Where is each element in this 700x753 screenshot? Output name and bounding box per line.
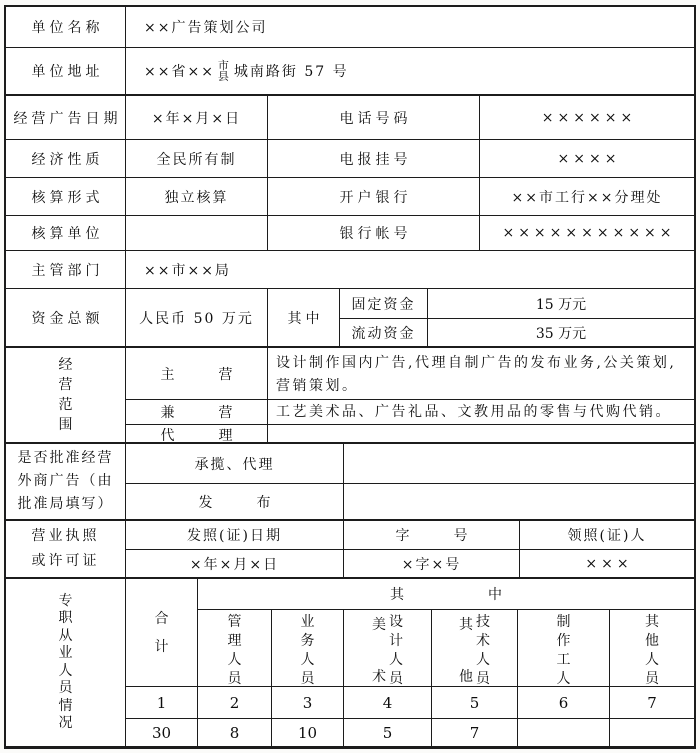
telegraph-label: 电报挂号 — [268, 140, 480, 177]
staff-index-7: 7 — [647, 693, 657, 712]
accounting-unit-label: 核算单位 — [6, 216, 126, 250]
bank-account-value: ××××××××××× — [502, 225, 676, 241]
scope-main-value: 设计制作国内广告,代理自制广告的发布业务,公关策划,营销策划。 — [276, 355, 677, 394]
scope-main-label: 主 营 — [126, 348, 268, 399]
capital-breakdown — [340, 289, 694, 346]
foreign-ad-publish-row — [126, 484, 694, 519]
fixed-capital-row — [340, 289, 694, 319]
ad-date-value: ×年×月×日 — [126, 96, 268, 139]
staff-column-headers — [198, 610, 694, 686]
row-accounting-unit-account — [6, 216, 694, 251]
staff-col-art-design: 美 术 设 计 人 员 — [344, 610, 432, 686]
foreign-ad-publish-label: 发 布 — [126, 484, 344, 519]
staff-value-total: 30 — [126, 719, 198, 746]
working-capital-label: 流动资金 — [340, 319, 428, 346]
staff-total-header: 合 计 — [126, 579, 198, 686]
working-capital-value: 35 万元 — [535, 325, 587, 342]
working-capital-row — [340, 319, 694, 346]
address-county: 县 — [217, 70, 231, 83]
license-header-row — [126, 521, 694, 550]
staff-col-other: 其 他 人 员 — [645, 614, 659, 686]
accounting-form-value: 独立核算 — [126, 178, 268, 215]
phone-label: 电话号码 — [268, 96, 480, 139]
row-foreign-ad — [6, 444, 694, 521]
foreign-ad-undertake-row — [126, 444, 694, 484]
staff-col-management: 管 理 人 员 — [198, 610, 272, 686]
fixed-capital-value: 15 万元 — [535, 296, 587, 313]
license-value-row — [126, 550, 694, 577]
foreign-ad-label: 是否批准经营 外商广告（由 批准局填写） — [6, 444, 126, 519]
scope-side-label: 兼 营 — [126, 400, 268, 424]
telegraph-value: ×××× — [557, 150, 621, 167]
staff-value-other — [610, 719, 694, 746]
bank-value: ××市工行××分理处 — [511, 189, 663, 206]
row-supervisor — [6, 251, 694, 289]
row-capital — [6, 289, 694, 348]
capital-label: 资金总额 — [6, 289, 126, 346]
address-city: 市 — [217, 59, 231, 72]
foreign-ad-undertake-label: 承揽、代理 — [126, 444, 344, 483]
license-body — [126, 521, 694, 577]
scope-label: 经 营 范 围 — [6, 348, 126, 442]
capital-value: 人民币 50 万元 — [126, 289, 268, 346]
staff-col-production: 制 作 工 人 — [518, 610, 610, 686]
row-unit-address — [6, 48, 694, 96]
scope-agency-row — [126, 425, 694, 442]
license-serial-label: 字 号 — [344, 521, 520, 549]
staff-value-management: 8 — [198, 719, 272, 746]
staff-col-other-tech: 其 他 技 术 人 员 — [432, 610, 518, 686]
foreign-ad-publish-value — [344, 484, 694, 519]
bank-label: 开户银行 — [268, 178, 480, 215]
scope-side-row — [126, 400, 694, 425]
row-license — [6, 521, 694, 579]
address-prefix: ××省×× — [144, 64, 215, 80]
accounting-unit-value — [126, 216, 268, 250]
staff-value-production — [518, 719, 610, 746]
economic-value: 全民所有制 — [126, 140, 268, 177]
unit-address-value — [126, 48, 694, 94]
staff-value-other-tech: 7 — [432, 719, 518, 746]
scope-agency-label: 代 理 — [126, 425, 268, 442]
staff-index-1: 1 — [126, 687, 198, 718]
scope-main-row — [126, 348, 694, 400]
staff-label: 专 职 从 业 人 员 情 况 — [6, 579, 126, 746]
scope-body — [126, 348, 694, 442]
staff-value-row — [126, 719, 694, 746]
row-economic-telegraph — [6, 140, 694, 178]
license-date-value: ×年×月×日 — [126, 550, 344, 577]
row-accounting-bank — [6, 178, 694, 216]
bank-account-label: 银行帐号 — [268, 216, 480, 250]
staff-body — [126, 579, 694, 746]
license-serial-value: ×字×号 — [344, 550, 520, 577]
accounting-form-label: 核算形式 — [6, 178, 126, 215]
registration-form-table — [4, 5, 696, 749]
license-date-label: 发照(证)日期 — [126, 521, 344, 549]
economic-label: 经济性质 — [6, 140, 126, 177]
staff-col-business: 业 务 人 员 — [272, 610, 344, 686]
staff-among-block — [198, 579, 694, 686]
ad-date-label: 经营广告日期 — [6, 96, 126, 139]
unit-name-value: ××广告策划公司 — [144, 20, 268, 36]
row-staff — [6, 579, 694, 746]
staff-value-business: 10 — [272, 719, 344, 746]
staff-value-art-design: 5 — [344, 719, 432, 746]
license-holder-label: 领照(证)人 — [567, 528, 647, 544]
staff-index-2: 2 — [198, 687, 272, 718]
address-city-county-stack — [218, 60, 231, 82]
row-ad-date-phone — [6, 96, 694, 140]
scope-agency-value — [268, 425, 694, 442]
row-unit-name — [6, 7, 694, 48]
staff-index-6: 6 — [518, 687, 610, 718]
staff-index-4: 4 — [344, 687, 432, 718]
license-label: 营业执照 或许可证 — [6, 521, 126, 577]
staff-among-header: 其 中 — [198, 579, 694, 610]
license-holder-value: ××× — [585, 555, 633, 572]
address-suffix: 城南路街 57 号 — [233, 64, 349, 80]
fixed-capital-label: 固定资金 — [340, 289, 428, 318]
staff-index-row — [126, 687, 694, 719]
staff-index-3: 3 — [272, 687, 344, 718]
phone-value: ×××××× — [541, 109, 637, 126]
row-business-scope — [6, 348, 694, 444]
foreign-ad-body — [126, 444, 694, 519]
staff-index-5: 5 — [432, 687, 518, 718]
unit-address-label: 单位地址 — [6, 48, 126, 94]
staff-header-block — [126, 579, 694, 687]
supervisor-label: 主管部门 — [6, 251, 126, 288]
foreign-ad-undertake-value — [344, 444, 694, 483]
unit-name-label: 单位名称 — [6, 7, 126, 47]
capital-among-label: 其中 — [268, 289, 340, 346]
supervisor-value: ××市××局 — [144, 262, 231, 279]
scope-side-value: 工艺美术品、广告礼品、文教用品的零售与代购代销。 — [276, 403, 672, 420]
